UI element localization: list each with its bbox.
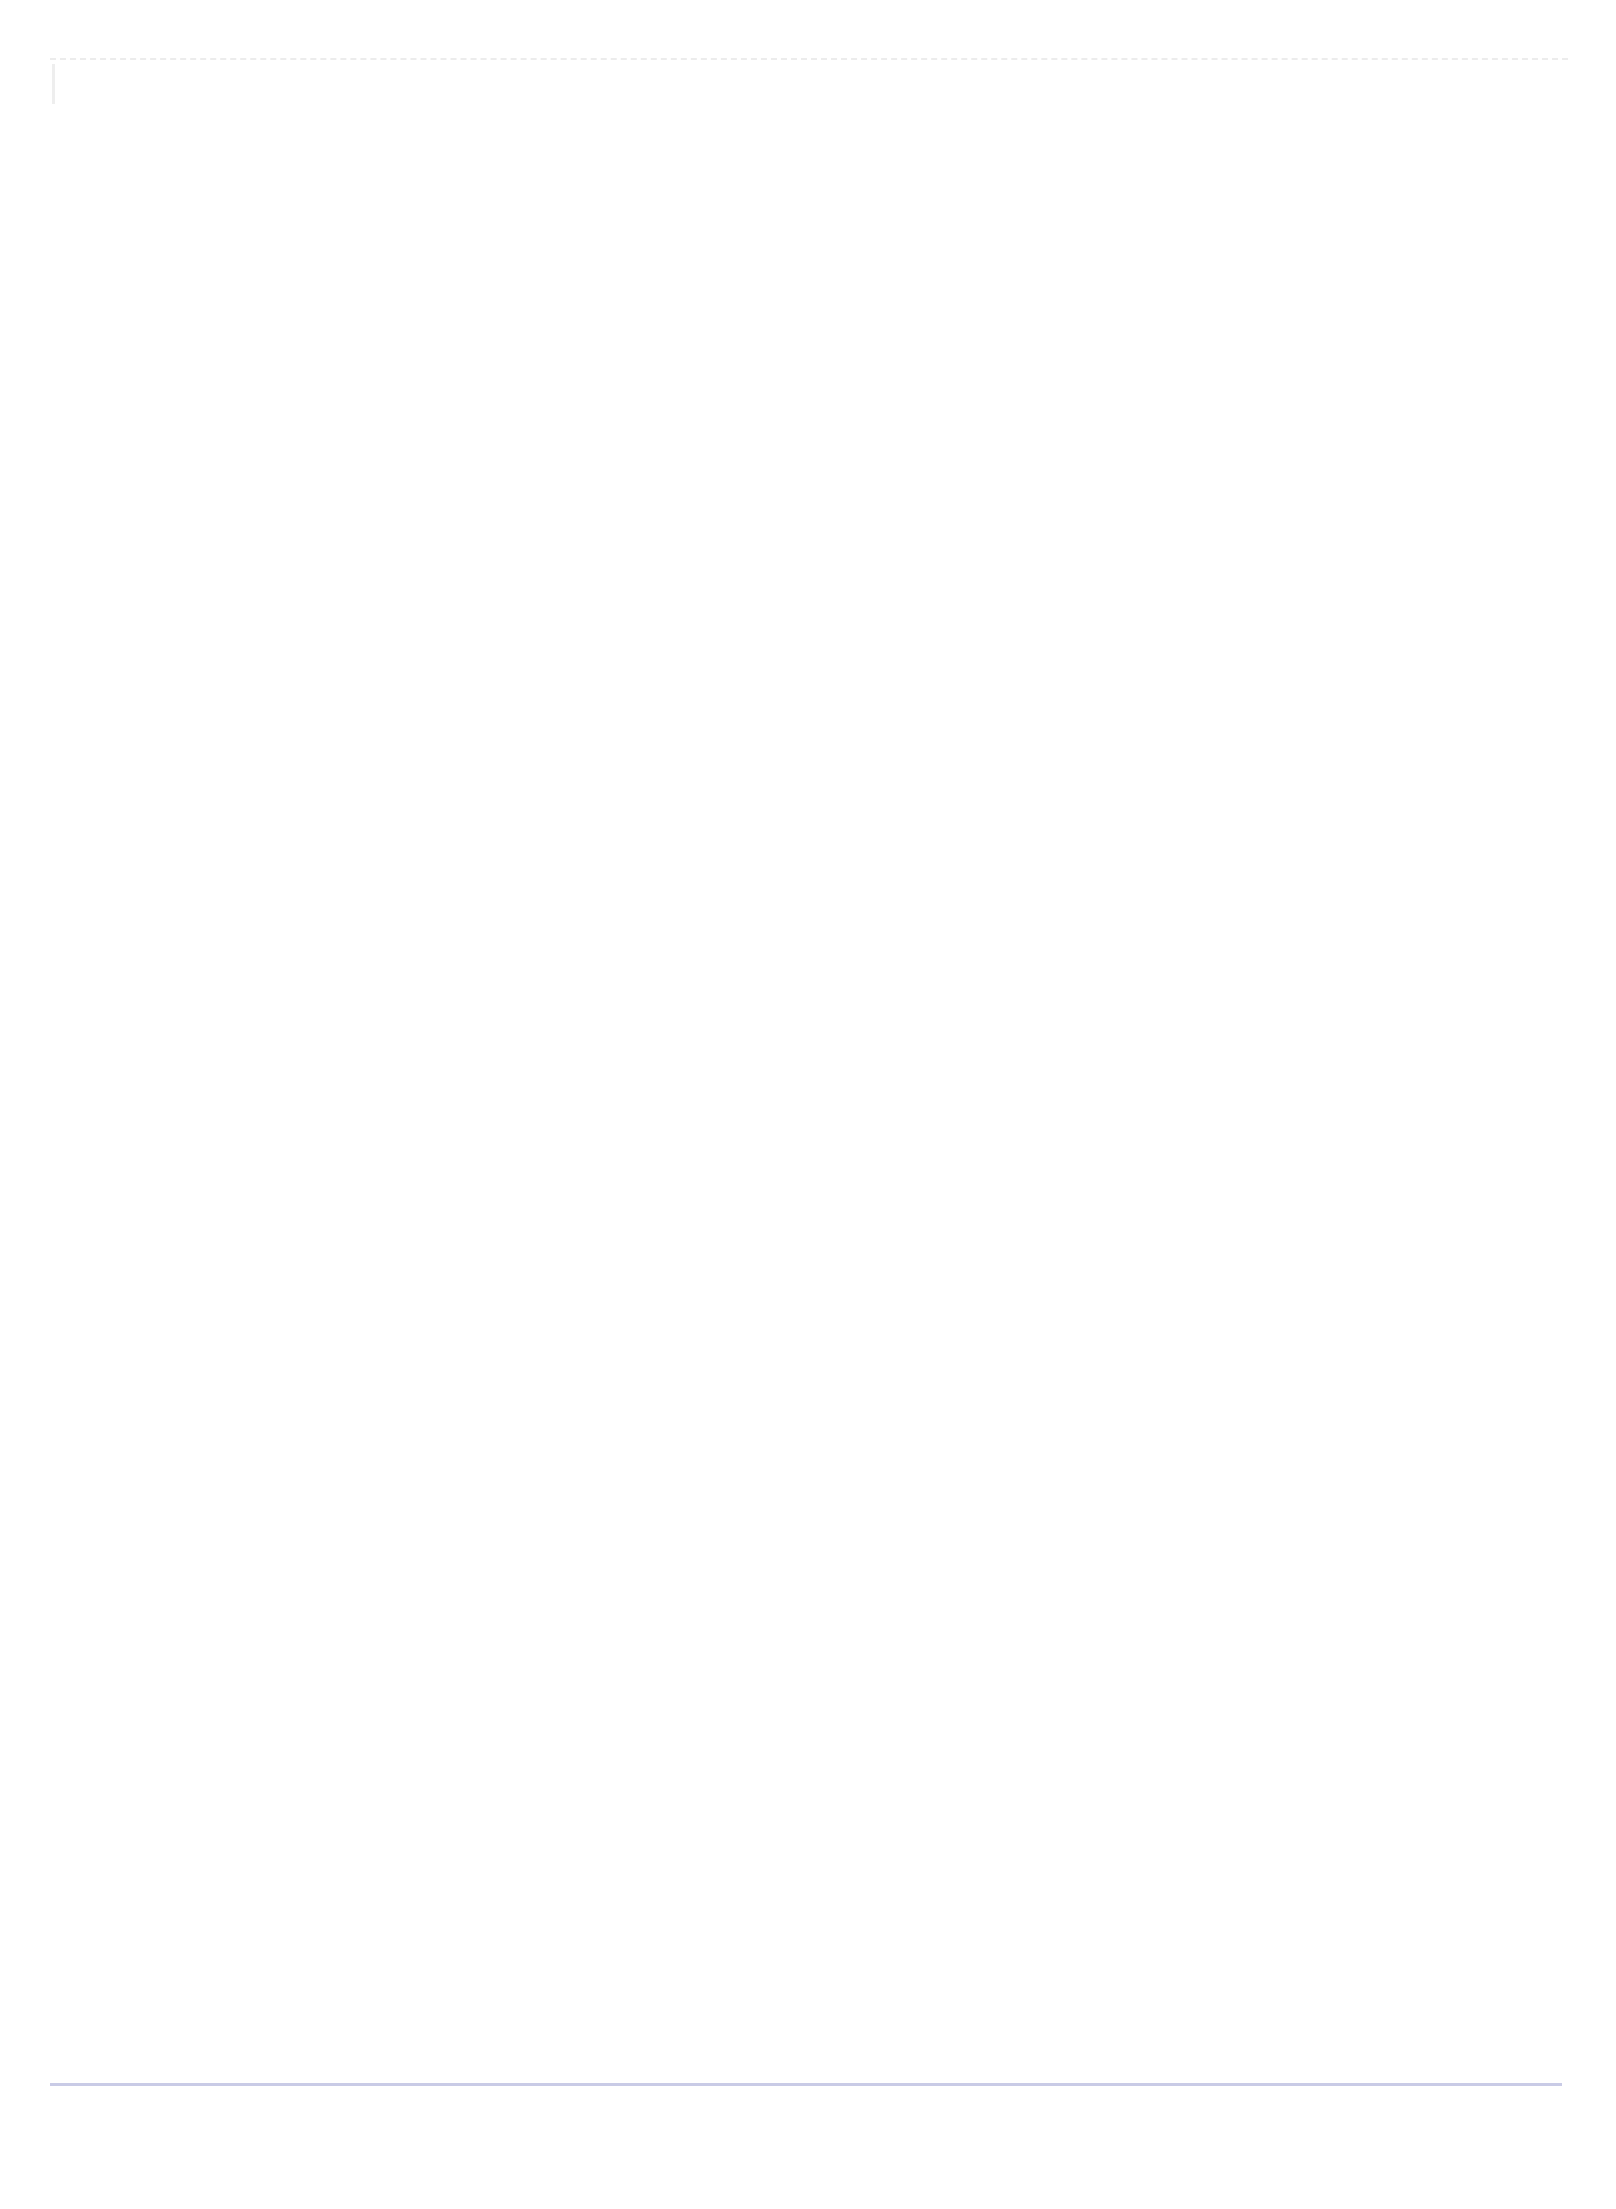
right-column bbox=[1080, 140, 1562, 2085]
middle-column bbox=[568, 605, 1054, 2085]
left-column bbox=[54, 140, 534, 2085]
footer-rule bbox=[50, 2083, 1562, 2086]
left-article-heading bbox=[54, 140, 534, 248]
header-rule bbox=[50, 58, 1568, 60]
header-mark bbox=[52, 64, 55, 104]
right-article-heading bbox=[1080, 800, 1562, 950]
